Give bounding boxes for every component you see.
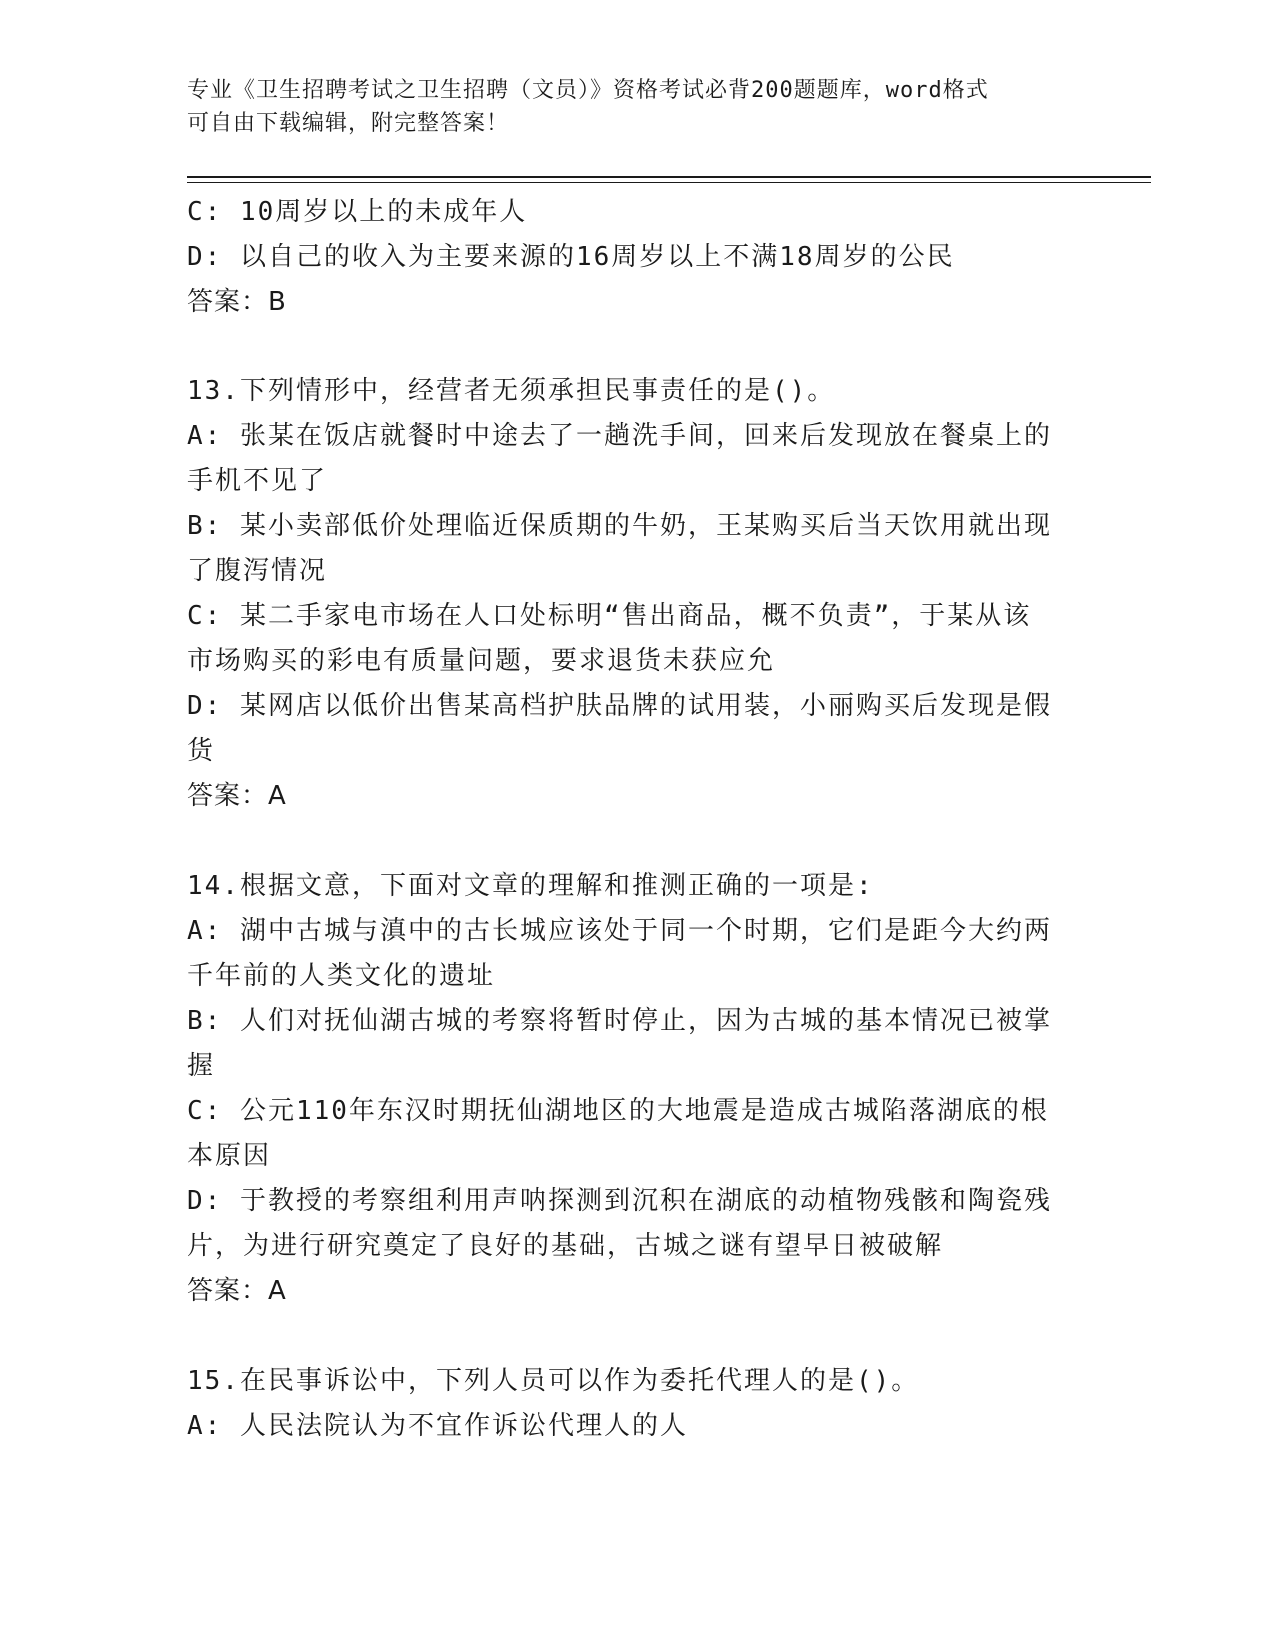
header-divider-thin	[187, 182, 1151, 183]
answer-line: 答案：A	[187, 1276, 287, 1306]
header-divider-thick	[187, 176, 1151, 178]
header-title-line-1: 专业《卫生招聘考试之卫生招聘（文员）》资格考试必背200题题库，word格式	[187, 78, 989, 103]
option-b-line-1: B: 人们对抚仙湖古城的考察将暂时停止，因为古城的基本情况已被掌	[187, 1006, 1052, 1036]
spacer	[187, 1314, 1067, 1359]
option-a-line-1: A: 湖中古城与滇中的古长城应该处于同一个时期，它们是距今大约两	[187, 916, 1052, 946]
option-d-line-2: 货	[187, 736, 216, 766]
answer-line: 答案：B	[187, 287, 287, 317]
option-d-line-1: D: 某网店以低价出售某高档护肤品牌的试用装，小丽购买后发现是假	[187, 691, 1052, 721]
option-b-line-1: B: 某小卖部低价处理临近保质期的牛奶，王某购买后当天饮用就出现	[187, 511, 1052, 541]
question-12-tail	[187, 190, 1067, 325]
option-a-line-2: 手机不见了	[187, 466, 328, 496]
page-header	[187, 74, 1067, 140]
option-b-line-2: 握	[187, 1051, 216, 1081]
option-a-line-2: 千年前的人类文化的遗址	[187, 961, 496, 991]
option-a-line-1: A: 人民法院认为不宜作诉讼代理人的人	[187, 1411, 688, 1441]
question-text: 13.下列情形中，经营者无须承担民事责任的是()。	[187, 376, 836, 406]
option-b-line-2: 了腹泻情况	[187, 556, 328, 586]
answer-line: 答案：A	[187, 781, 287, 811]
option-c: C: 10周岁以上的未成年人	[187, 197, 528, 227]
question-content	[187, 190, 1067, 1449]
option-c-line-2: 市场购买的彩电有质量问题，要求退货未获应允	[187, 646, 776, 676]
question-13	[187, 369, 1067, 819]
option-d-line-1: D: 于教授的考察组利用声呐探测到沉积在湖底的动植物残骸和陶瓷残	[187, 1186, 1052, 1216]
question-text: 14.根据文意，下面对文章的理解和推测正确的一项是:	[187, 871, 874, 901]
spacer	[187, 819, 1067, 864]
question-14	[187, 864, 1067, 1314]
option-d: D: 以自己的收入为主要来源的16周岁以上不满18周岁的公民	[187, 242, 955, 272]
question-15	[187, 1359, 1067, 1449]
option-c-line-1: C: 公元110年东汉时期抚仙湖地区的大地震是造成古城陷落湖底的根	[187, 1096, 1049, 1126]
spacer	[187, 325, 1067, 369]
header-title-line-2: 可自由下载编辑，附完整答案！	[187, 111, 510, 136]
option-c-line-1: C: 某二手家电市场在人口处标明“售出商品，概不负责”，于某从该	[187, 601, 1032, 631]
question-text: 15.在民事诉讼中，下列人员可以作为委托代理人的是()。	[187, 1366, 920, 1396]
option-c-line-2: 本原因	[187, 1141, 272, 1171]
option-d-line-2: 片，为进行研究奠定了良好的基础，古城之谜有望早日被破解	[187, 1231, 944, 1261]
option-a-line-1: A: 张某在饭店就餐时中途去了一趟洗手间，回来后发现放在餐桌上的	[187, 421, 1052, 451]
